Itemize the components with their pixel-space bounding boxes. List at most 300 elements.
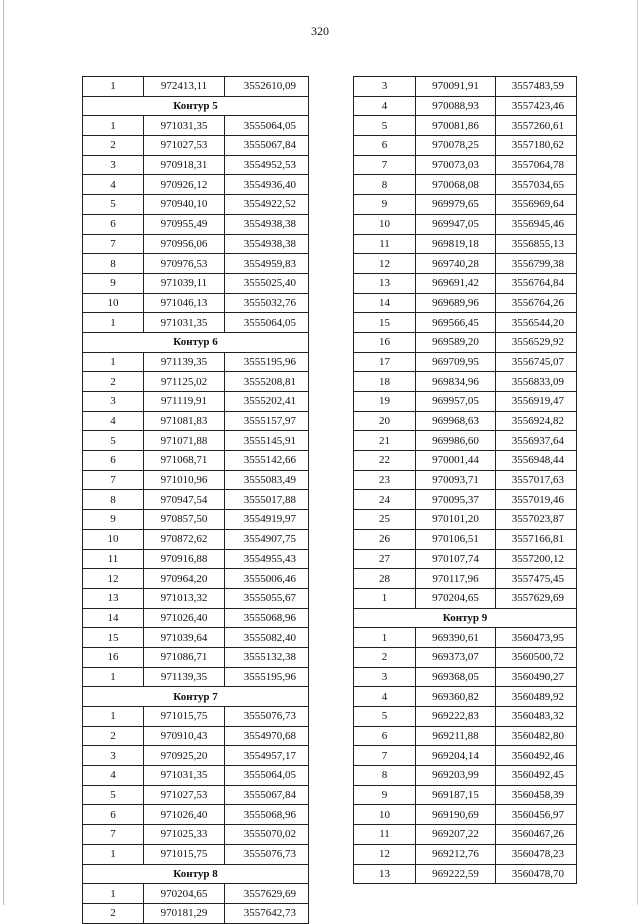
coordinate-y: 3557629,69	[496, 588, 577, 608]
point-number: 2	[83, 903, 144, 923]
coordinate-row	[354, 844, 577, 864]
coordinate-row	[354, 628, 577, 648]
coordinate-x: 969222,83	[416, 707, 496, 727]
coordinate-x: 970940,10	[144, 195, 225, 215]
point-number: 3	[83, 155, 144, 175]
coordinate-y: 3560483,32	[496, 707, 577, 727]
coordinate-row	[83, 785, 309, 805]
point-number: 10	[83, 293, 144, 313]
coordinate-row	[354, 766, 577, 786]
point-number: 6	[354, 136, 416, 156]
coordinate-row	[83, 155, 309, 175]
coordinate-x: 969190,69	[416, 805, 496, 825]
coordinate-x: 969819,18	[416, 234, 496, 254]
coordinate-y: 3556764,26	[496, 293, 577, 313]
coordinate-y: 3556937,64	[496, 431, 577, 451]
coordinate-y: 3556945,46	[496, 214, 577, 234]
coordinate-row	[83, 707, 309, 727]
coordinate-x: 969589,20	[416, 332, 496, 352]
contour-header-row	[83, 332, 309, 352]
coordinate-row	[354, 273, 577, 293]
coordinate-row	[354, 352, 577, 372]
coordinate-y: 3555067,84	[225, 136, 309, 156]
coordinate-row	[83, 411, 309, 431]
coordinate-y: 3556924,82	[496, 411, 577, 431]
contour-header-row	[83, 687, 309, 707]
coordinate-x: 970918,31	[144, 155, 225, 175]
coordinate-y: 3556745,07	[496, 352, 577, 372]
coordinate-row	[354, 254, 577, 274]
coordinate-row	[83, 431, 309, 451]
point-number: 13	[83, 588, 144, 608]
coordinate-x: 971026,40	[144, 608, 225, 628]
point-number: 6	[354, 726, 416, 746]
coordinate-x: 971119,91	[144, 392, 225, 412]
coordinate-y: 3555132,38	[225, 647, 309, 667]
point-number: 16	[83, 647, 144, 667]
coordinate-y: 3555064,05	[225, 313, 309, 333]
coordinate-x: 970073,03	[416, 155, 496, 175]
coordinate-x: 970117,96	[416, 569, 496, 589]
coordinate-row	[83, 451, 309, 471]
point-number: 9	[354, 195, 416, 215]
coordinate-row	[354, 490, 577, 510]
coordinate-row	[83, 116, 309, 136]
coordinate-row	[83, 746, 309, 766]
coordinate-y: 3552610,09	[225, 77, 309, 97]
coordinate-y: 3555083,49	[225, 470, 309, 490]
point-number: 3	[83, 746, 144, 766]
contour-title: Контур 6	[83, 332, 309, 352]
coordinate-row	[354, 96, 577, 116]
coordinate-row	[354, 77, 577, 97]
contour-title: Контур 5	[83, 96, 309, 116]
point-number: 18	[354, 372, 416, 392]
coordinate-x: 969691,42	[416, 273, 496, 293]
coordinate-x: 969211,88	[416, 726, 496, 746]
coordinate-y: 3554959,83	[225, 254, 309, 274]
point-number: 25	[354, 510, 416, 530]
coordinate-y: 3556948,44	[496, 451, 577, 471]
coordinate-row	[354, 667, 577, 687]
point-number: 14	[83, 608, 144, 628]
coordinate-x: 969689,96	[416, 293, 496, 313]
point-number: 15	[354, 313, 416, 333]
coordinate-row	[83, 805, 309, 825]
coordinate-row	[83, 392, 309, 412]
coordinate-x: 969986,60	[416, 431, 496, 451]
coordinate-row	[354, 214, 577, 234]
point-number: 4	[354, 687, 416, 707]
coordinate-row	[354, 293, 577, 313]
coordinate-y: 3554919,97	[225, 510, 309, 530]
coordinate-row	[354, 549, 577, 569]
coordinate-x: 969212,76	[416, 844, 496, 864]
coordinate-x: 969947,05	[416, 214, 496, 234]
coordinate-x: 971039,64	[144, 628, 225, 648]
coordinate-y: 3554952,53	[225, 155, 309, 175]
coordinate-row	[354, 411, 577, 431]
coordinate-x: 970916,88	[144, 549, 225, 569]
coordinate-x: 970081,86	[416, 116, 496, 136]
coordinate-y: 3555142,66	[225, 451, 309, 471]
point-number: 6	[83, 805, 144, 825]
coordinate-x: 972413,11	[144, 77, 225, 97]
coordinate-row	[83, 77, 309, 97]
coordinate-row	[354, 372, 577, 392]
coordinate-x: 971039,11	[144, 273, 225, 293]
coordinate-y: 3560489,92	[496, 687, 577, 707]
coordinate-y: 3555068,96	[225, 608, 309, 628]
coordinate-row	[354, 332, 577, 352]
coordinates-table-right-body	[354, 77, 577, 884]
point-number: 1	[83, 844, 144, 864]
point-number: 5	[354, 116, 416, 136]
coordinate-row	[83, 234, 309, 254]
coordinate-row	[354, 195, 577, 215]
coordinate-y: 3554938,38	[225, 214, 309, 234]
point-number: 2	[354, 647, 416, 667]
coordinate-y: 3554922,52	[225, 195, 309, 215]
coordinate-y: 3560467,26	[496, 825, 577, 845]
coordinate-y: 3554955,43	[225, 549, 309, 569]
point-number: 24	[354, 490, 416, 510]
point-number: 6	[83, 451, 144, 471]
coordinate-row	[83, 372, 309, 392]
coordinate-x: 970001,44	[416, 451, 496, 471]
coordinate-y: 3560492,46	[496, 746, 577, 766]
coordinate-y: 3556855,13	[496, 234, 577, 254]
coordinate-y: 3556833,09	[496, 372, 577, 392]
coordinate-x: 969709,95	[416, 352, 496, 372]
coordinate-x: 971139,35	[144, 352, 225, 372]
coordinate-x: 969222,59	[416, 864, 496, 884]
coordinate-row	[83, 510, 309, 530]
point-number: 9	[354, 785, 416, 805]
coordinate-row	[83, 726, 309, 746]
coordinate-x: 970955,49	[144, 214, 225, 234]
coordinate-x: 971071,88	[144, 431, 225, 451]
coordinate-row	[354, 313, 577, 333]
coordinates-table-right	[353, 76, 577, 884]
coordinate-row	[354, 116, 577, 136]
coordinate-x: 971015,75	[144, 844, 225, 864]
coordinate-row	[354, 155, 577, 175]
page-number: 320	[311, 24, 329, 38]
coordinate-x: 971139,35	[144, 667, 225, 687]
coordinate-y: 3557423,46	[496, 96, 577, 116]
coordinate-x: 969187,15	[416, 785, 496, 805]
coordinate-x: 970088,93	[416, 96, 496, 116]
point-number: 3	[83, 392, 144, 412]
coordinate-y: 3560482,80	[496, 726, 577, 746]
coordinate-y: 3555076,73	[225, 844, 309, 864]
coordinate-x: 969834,96	[416, 372, 496, 392]
coordinate-y: 3557166,81	[496, 529, 577, 549]
point-number: 8	[83, 490, 144, 510]
coordinate-y: 3556529,92	[496, 332, 577, 352]
coordinate-y: 3555064,05	[225, 116, 309, 136]
coordinate-y: 3560458,39	[496, 785, 577, 805]
point-number: 1	[83, 313, 144, 333]
coordinate-row	[354, 687, 577, 707]
coordinate-x: 971015,75	[144, 707, 225, 727]
point-number: 4	[83, 175, 144, 195]
coordinate-x: 971031,35	[144, 766, 225, 786]
coordinate-row	[354, 234, 577, 254]
coordinates-table-left-body	[83, 77, 309, 924]
coordinate-y: 3557200,12	[496, 549, 577, 569]
coordinate-y: 3555195,96	[225, 352, 309, 372]
coordinate-x: 971025,33	[144, 825, 225, 845]
point-number: 7	[354, 746, 416, 766]
coordinate-row	[354, 707, 577, 727]
coordinate-y: 3560473,95	[496, 628, 577, 648]
point-number: 2	[83, 372, 144, 392]
point-number: 11	[354, 825, 416, 845]
coordinate-y: 3555082,40	[225, 628, 309, 648]
coordinate-x: 970106,51	[416, 529, 496, 549]
coordinate-row	[83, 667, 309, 687]
coordinate-row	[83, 529, 309, 549]
point-number: 8	[83, 254, 144, 274]
coordinate-y: 3555202,41	[225, 392, 309, 412]
coordinate-x: 970964,20	[144, 569, 225, 589]
coordinate-x: 969203,99	[416, 766, 496, 786]
coordinate-x: 969740,28	[416, 254, 496, 274]
coordinate-y: 3556764,84	[496, 273, 577, 293]
coordinate-y: 3557017,63	[496, 470, 577, 490]
point-number: 10	[83, 529, 144, 549]
coordinate-row	[83, 844, 309, 864]
point-number: 5	[83, 785, 144, 805]
coordinate-x: 969957,05	[416, 392, 496, 412]
coordinate-x: 971081,83	[144, 411, 225, 431]
coordinate-row	[354, 470, 577, 490]
point-number: 1	[83, 667, 144, 687]
point-number: 20	[354, 411, 416, 431]
coordinate-y: 3555055,67	[225, 588, 309, 608]
point-number: 1	[83, 77, 144, 97]
point-number: 15	[83, 628, 144, 648]
coordinate-y: 3555064,05	[225, 766, 309, 786]
coordinate-x: 971026,40	[144, 805, 225, 825]
coordinate-x: 970204,65	[416, 588, 496, 608]
point-number: 7	[83, 234, 144, 254]
coordinate-x: 970947,54	[144, 490, 225, 510]
coordinate-y: 3557475,45	[496, 569, 577, 589]
coordinate-row	[83, 470, 309, 490]
coordinate-x: 969373,07	[416, 647, 496, 667]
coordinate-row	[354, 392, 577, 412]
coordinate-y: 3560500,72	[496, 647, 577, 667]
point-number: 4	[354, 96, 416, 116]
coordinate-row	[83, 825, 309, 845]
coordinate-y: 3557023,87	[496, 510, 577, 530]
coordinate-row	[83, 569, 309, 589]
coordinate-x: 970857,50	[144, 510, 225, 530]
point-number: 7	[83, 470, 144, 490]
contour-title: Контур 8	[83, 864, 309, 884]
coordinate-x: 970910,43	[144, 726, 225, 746]
coordinate-x: 970101,20	[416, 510, 496, 530]
point-number: 4	[83, 766, 144, 786]
coordinate-row	[83, 608, 309, 628]
coordinate-y: 3560478,23	[496, 844, 577, 864]
coordinate-y: 3556919,47	[496, 392, 577, 412]
point-number: 8	[354, 766, 416, 786]
coordinate-y: 3557260,61	[496, 116, 577, 136]
coordinate-y: 3555067,84	[225, 785, 309, 805]
coordinate-y: 3555208,81	[225, 372, 309, 392]
coordinate-x: 970107,74	[416, 549, 496, 569]
point-number: 3	[354, 667, 416, 687]
coordinates-table-left	[82, 76, 309, 924]
coordinate-x: 969207,22	[416, 825, 496, 845]
contour-title: Контур 7	[83, 687, 309, 707]
coordinate-y: 3560492,45	[496, 766, 577, 786]
coordinate-row	[354, 529, 577, 549]
point-number: 5	[83, 431, 144, 451]
coordinate-x: 970204,65	[144, 884, 225, 904]
coordinate-y: 3555006,46	[225, 569, 309, 589]
coordinate-x: 969968,63	[416, 411, 496, 431]
coordinate-y: 3554970,68	[225, 726, 309, 746]
coordinate-row	[83, 195, 309, 215]
point-number: 10	[354, 805, 416, 825]
coordinate-y: 3560478,70	[496, 864, 577, 884]
coordinate-x: 969979,65	[416, 195, 496, 215]
coordinate-y: 3557483,59	[496, 77, 577, 97]
coordinate-row	[354, 588, 577, 608]
page-edge-right	[637, 0, 638, 905]
coordinate-y: 3555070,02	[225, 825, 309, 845]
coordinate-y: 3560490,27	[496, 667, 577, 687]
coordinate-row	[354, 569, 577, 589]
point-number: 26	[354, 529, 416, 549]
coordinate-x: 970926,12	[144, 175, 225, 195]
coordinate-x: 970093,71	[416, 470, 496, 490]
coordinate-row	[354, 726, 577, 746]
point-number: 13	[354, 864, 416, 884]
coordinate-row	[354, 175, 577, 195]
coordinate-row	[83, 549, 309, 569]
point-number: 12	[354, 844, 416, 864]
point-number: 12	[83, 569, 144, 589]
point-number: 4	[83, 411, 144, 431]
coordinate-row	[354, 451, 577, 471]
coordinate-y: 3556544,20	[496, 313, 577, 333]
point-number: 2	[83, 726, 144, 746]
coordinate-row	[83, 884, 309, 904]
point-number: 28	[354, 569, 416, 589]
coordinate-x: 970976,53	[144, 254, 225, 274]
point-number: 10	[354, 214, 416, 234]
coordinate-x: 971125,02	[144, 372, 225, 392]
coordinate-y: 3556969,64	[496, 195, 577, 215]
coordinate-x: 970956,06	[144, 234, 225, 254]
coordinate-y: 3554907,75	[225, 529, 309, 549]
coordinate-row	[83, 273, 309, 293]
coordinate-y: 3557629,69	[225, 884, 309, 904]
coordinate-x: 971027,53	[144, 136, 225, 156]
coordinate-x: 969566,45	[416, 313, 496, 333]
point-number: 9	[83, 273, 144, 293]
coordinate-row	[354, 825, 577, 845]
point-number: 8	[354, 175, 416, 195]
coordinate-row	[354, 647, 577, 667]
coordinate-row	[83, 647, 309, 667]
point-number: 9	[83, 510, 144, 530]
coordinate-y: 3555032,76	[225, 293, 309, 313]
coordinate-row	[354, 510, 577, 530]
point-number: 13	[354, 273, 416, 293]
contour-title: Контур 9	[354, 608, 577, 628]
coordinate-y: 3554938,38	[225, 234, 309, 254]
coordinate-y: 3555195,96	[225, 667, 309, 687]
point-number: 2	[83, 136, 144, 156]
coordinate-row	[354, 431, 577, 451]
point-number: 1	[83, 884, 144, 904]
point-number: 7	[354, 155, 416, 175]
point-number: 19	[354, 392, 416, 412]
point-number: 1	[83, 116, 144, 136]
point-number: 1	[83, 707, 144, 727]
coordinate-y: 3555145,91	[225, 431, 309, 451]
point-number: 11	[354, 234, 416, 254]
point-number: 14	[354, 293, 416, 313]
coordinate-x: 971031,35	[144, 313, 225, 333]
coordinate-row	[354, 785, 577, 805]
coordinate-x: 970068,08	[416, 175, 496, 195]
point-number: 1	[354, 588, 416, 608]
coordinate-x: 971086,71	[144, 647, 225, 667]
contour-header-row	[83, 96, 309, 116]
page-edge-left	[3, 0, 4, 905]
coordinate-y: 3554957,17	[225, 746, 309, 766]
coordinate-x: 969368,05	[416, 667, 496, 687]
coordinate-x: 971031,35	[144, 116, 225, 136]
coordinate-x: 971046,13	[144, 293, 225, 313]
coordinate-row	[83, 136, 309, 156]
coordinate-row	[83, 766, 309, 786]
coordinate-y: 3560456,97	[496, 805, 577, 825]
coordinate-row	[83, 254, 309, 274]
point-number: 12	[354, 254, 416, 274]
coordinate-x: 969360,82	[416, 687, 496, 707]
coordinate-y: 3556799,38	[496, 254, 577, 274]
contour-header-row	[354, 608, 577, 628]
point-number: 17	[354, 352, 416, 372]
coordinate-x: 970091,91	[416, 77, 496, 97]
coordinate-y: 3557034,65	[496, 175, 577, 195]
coordinate-x: 971010,96	[144, 470, 225, 490]
coordinate-x: 970078,25	[416, 136, 496, 156]
point-number: 1	[83, 352, 144, 372]
point-number: 27	[354, 549, 416, 569]
coordinate-row	[354, 864, 577, 884]
coordinate-x: 969204,14	[416, 746, 496, 766]
point-number: 16	[354, 332, 416, 352]
coordinate-row	[83, 214, 309, 234]
coordinate-y: 3555017,88	[225, 490, 309, 510]
point-number: 22	[354, 451, 416, 471]
coordinate-y: 3557064,78	[496, 155, 577, 175]
coordinate-x: 970181,29	[144, 903, 225, 923]
coordinate-row	[83, 293, 309, 313]
contour-header-row	[83, 864, 309, 884]
coordinate-row	[354, 136, 577, 156]
